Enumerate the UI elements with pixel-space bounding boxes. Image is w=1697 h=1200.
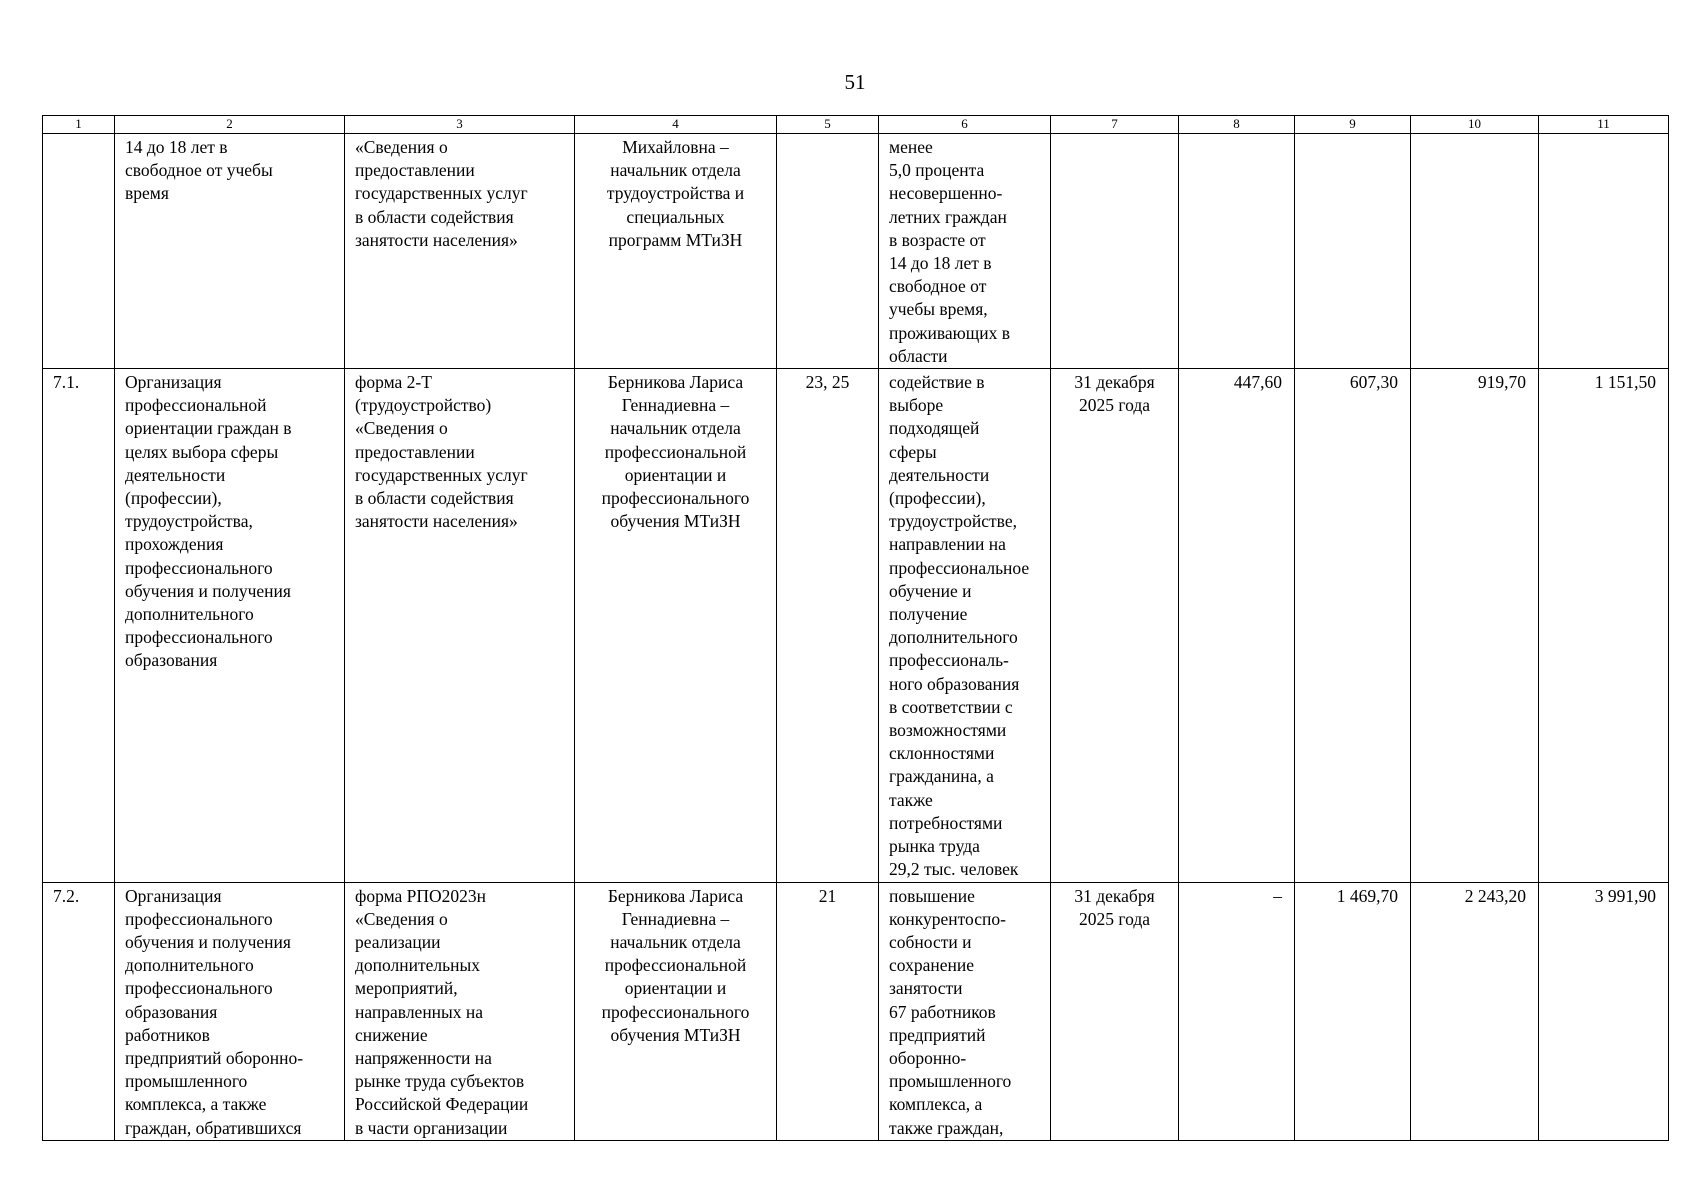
- text-line: профессиональной: [604, 441, 747, 462]
- cell-text: 7.2.: [53, 885, 80, 906]
- reporting-form-cell: [345, 882, 575, 1140]
- column-number: 10: [1411, 116, 1539, 134]
- text-line: возможностями: [889, 720, 1007, 741]
- text-line: повышение: [889, 885, 975, 906]
- text-line: направленных на: [355, 1001, 484, 1022]
- text-line: Геннадиевна –: [621, 908, 730, 929]
- text-line: профессиональ-: [889, 650, 1009, 671]
- text-line: обучение и: [889, 580, 972, 601]
- event-name-cell: [115, 134, 345, 369]
- text-line: свободное от учебы: [125, 160, 273, 181]
- column-number: 5: [777, 116, 879, 134]
- indicator-ref-cell: [777, 369, 879, 882]
- column-number: 4: [575, 116, 777, 134]
- text-line: профессиональной: [604, 955, 747, 976]
- text-line: сферы: [889, 441, 937, 462]
- text-line: проживающих в: [889, 322, 1010, 343]
- text-line: 2025 года: [1078, 908, 1151, 929]
- text-line: 14 до 18 лет в: [889, 253, 992, 274]
- text-line: (профессии),: [125, 488, 222, 509]
- text-line: деятельности: [889, 464, 990, 485]
- column-number: 1: [43, 116, 115, 134]
- page-number: 51: [844, 70, 866, 94]
- text-line: рынке труда субъектов: [355, 1071, 525, 1092]
- text-line: обучения МТиЗН: [610, 1024, 741, 1045]
- text-line: собности и: [889, 931, 972, 952]
- text-line: специальных: [626, 206, 725, 227]
- text-line: получение: [889, 604, 968, 625]
- text-line: прохождения: [125, 534, 224, 555]
- deadline-cell: [1051, 882, 1179, 1140]
- item-number: [43, 134, 115, 369]
- text-line: профессионального: [125, 557, 273, 578]
- table-row: [43, 882, 1669, 1140]
- text-line: начальник отдела: [610, 160, 741, 181]
- funding-cell: [1411, 882, 1539, 1140]
- text-line: образования: [125, 650, 218, 671]
- text-line: занятости населения»: [355, 511, 518, 532]
- text-line: мероприятий,: [355, 978, 458, 999]
- reporting-form-cell: [345, 134, 575, 369]
- text-line: предприятий: [889, 1024, 986, 1045]
- text-line: ного образования: [889, 673, 1020, 694]
- text-line: трудоустройства и: [606, 183, 745, 204]
- text-line: Организация: [125, 885, 222, 906]
- funding-cell: [1179, 882, 1295, 1140]
- text-line: трудоустройстве,: [889, 511, 1017, 532]
- text-line: конкурентоспо-: [889, 908, 1006, 929]
- text-line: предприятий оборонно-: [125, 1047, 304, 1068]
- text-line: 14 до 18 лет в: [125, 137, 228, 157]
- text-line: целях выбора сферы: [125, 441, 279, 462]
- text-line: реализации: [355, 931, 441, 952]
- text-line: снижение: [355, 1024, 428, 1045]
- item-number: [43, 882, 115, 1140]
- text-line: государственных услуг: [355, 183, 528, 204]
- cell-text: 7.1.: [53, 372, 80, 393]
- funding-cell: [1411, 369, 1539, 882]
- text-line: содействие в: [889, 372, 985, 393]
- funding-cell: [1539, 369, 1669, 882]
- text-line: также граждан,: [889, 1117, 1004, 1138]
- responsible-person-cell: [575, 882, 777, 1140]
- text-line: промышленного: [889, 1071, 1012, 1092]
- event-name-cell: [115, 882, 345, 1140]
- text-line: комплекса, а также: [125, 1094, 267, 1115]
- funding-cell: [1179, 134, 1295, 369]
- column-number: 8: [1179, 116, 1295, 134]
- cell-text: 1 469,70: [1336, 885, 1398, 906]
- text-line: выборе: [889, 395, 944, 416]
- text-line: в области содействия: [355, 488, 514, 509]
- text-line: направлении на: [889, 534, 1006, 555]
- text-line: 2025 года: [1078, 395, 1151, 416]
- text-line: занятости населения»: [355, 229, 518, 250]
- text-line: профессионального: [601, 488, 750, 509]
- text-line: время: [125, 183, 169, 204]
- text-line: также: [889, 789, 933, 810]
- text-line: напряженности на: [355, 1047, 492, 1068]
- text-line: форма 2-Т: [355, 372, 432, 393]
- text-line: дополнительных: [355, 955, 481, 976]
- text-line: Организация: [125, 372, 222, 393]
- column-number: 7: [1051, 116, 1179, 134]
- text-line: «Сведения о: [355, 137, 448, 157]
- text-line: граждан, обратившихся: [125, 1117, 302, 1138]
- responsible-person-cell: [575, 134, 777, 369]
- column-number-row: [43, 116, 1669, 134]
- text-line: Геннадиевна –: [621, 395, 730, 416]
- text-line: обучения и получения: [125, 580, 291, 601]
- text-line: (трудоустройство): [355, 395, 492, 416]
- text-line: ориентации и: [624, 464, 727, 485]
- text-line: промышленного: [125, 1071, 248, 1092]
- item-number: [43, 369, 115, 882]
- text-line: в области содействия: [355, 206, 514, 227]
- column-number: 9: [1295, 116, 1411, 134]
- text-line: 29,2 тыс. человек: [889, 859, 1019, 880]
- cell-text: 919,70: [1477, 372, 1526, 393]
- text-line: Берникова Лариса: [607, 885, 744, 906]
- text-line: Михайловна –: [622, 137, 729, 157]
- indicator-ref-cell: [777, 134, 879, 369]
- text-line: 5,0 процента: [889, 160, 985, 181]
- text-line: области: [889, 345, 948, 366]
- funding-cell: [1295, 369, 1411, 882]
- funding-cell: [1179, 369, 1295, 882]
- cell-text: 2 243,20: [1464, 885, 1526, 906]
- column-number: 3: [345, 116, 575, 134]
- text-line: «Сведения о: [355, 908, 448, 929]
- expected-result-cell: [879, 882, 1051, 1140]
- text-line: профессионального: [601, 1001, 750, 1022]
- text-line: подходящей: [889, 418, 980, 439]
- text-line: форма РПО2023н: [355, 885, 487, 906]
- funding-cell: [1411, 134, 1539, 369]
- funding-cell: [1295, 134, 1411, 369]
- text-line: профессионального: [125, 627, 273, 648]
- cell-text: 1 151,50: [1594, 372, 1656, 393]
- column-number: 11: [1539, 116, 1669, 134]
- funding-cell: [1295, 882, 1411, 1140]
- text-line: обучения и получения: [125, 931, 291, 952]
- text-line: 67 работников: [889, 1001, 996, 1022]
- text-line: работников: [125, 1024, 210, 1045]
- funding-cell: [1539, 134, 1669, 369]
- text-line: рынка труда: [889, 836, 980, 857]
- text-line: сохранение: [889, 955, 974, 976]
- text-line: в возрасте от: [889, 229, 986, 250]
- text-line: занятости: [889, 978, 963, 999]
- text-line: оборонно-: [889, 1047, 967, 1068]
- text-line: (профессии),: [889, 488, 986, 509]
- text-line: Берникова Лариса: [607, 372, 744, 393]
- text-line: потребностями: [889, 812, 1003, 833]
- event-name-cell: [115, 369, 345, 882]
- text-line: гражданина, а: [889, 766, 994, 787]
- deadline-cell: [1051, 369, 1179, 882]
- text-line: склонностями: [889, 743, 995, 764]
- text-line: образования: [125, 1001, 218, 1022]
- text-line: ориентации и: [624, 978, 727, 999]
- text-line: 31 декабря: [1074, 372, 1155, 393]
- text-line: летних граждан: [889, 206, 1007, 227]
- text-line: комплекса, а: [889, 1094, 983, 1115]
- text-line: профессиональное: [889, 557, 1030, 578]
- text-line: профессионального: [125, 908, 273, 929]
- text-line: трудоустройства,: [125, 511, 253, 532]
- text-line: менее: [889, 137, 933, 157]
- text-line: Российской Федерации: [355, 1094, 529, 1115]
- text-line: несовершенно-: [889, 183, 1003, 204]
- funding-cell: [1539, 882, 1669, 1140]
- text-line: начальник отдела: [610, 931, 741, 952]
- text-line: ориентации граждан в: [125, 418, 292, 439]
- text-line: профессионального: [125, 978, 273, 999]
- text-line: программ МТиЗН: [608, 229, 743, 250]
- text-line: дополнительного: [889, 627, 1018, 648]
- text-line: предоставлении: [355, 441, 475, 462]
- text-line: учебы время,: [889, 299, 988, 320]
- plan-table: [42, 115, 1669, 1141]
- cell-text: 21: [818, 885, 837, 906]
- column-number: 2: [115, 116, 345, 134]
- indicator-ref-cell: [777, 882, 879, 1140]
- expected-result-cell: [879, 369, 1051, 882]
- text-line: начальник отдела: [610, 418, 741, 439]
- text-line: свободное от: [889, 276, 987, 297]
- text-line: в части организации: [355, 1117, 508, 1138]
- text-line: обучения МТиЗН: [610, 511, 741, 532]
- column-number: 6: [879, 116, 1051, 134]
- responsible-person-cell: [575, 369, 777, 882]
- table-row: [43, 134, 1669, 369]
- text-line: деятельности: [125, 464, 226, 485]
- reporting-form-cell: [345, 369, 575, 882]
- cell-text: 607,30: [1349, 372, 1398, 393]
- text-line: в соответствии с: [889, 696, 1013, 717]
- cell-text: 447,60: [1233, 372, 1282, 393]
- text-line: 31 декабря: [1074, 885, 1155, 906]
- table-row: [43, 369, 1669, 882]
- text-line: государственных услуг: [355, 464, 528, 485]
- cell-text: 23, 25: [805, 372, 850, 393]
- text-line: «Сведения о: [355, 418, 448, 439]
- text-line: предоставлении: [355, 160, 475, 181]
- cell-text: –: [1273, 885, 1282, 906]
- cell-text: 3 991,90: [1594, 885, 1656, 906]
- deadline-cell: [1051, 134, 1179, 369]
- text-line: дополнительного: [125, 604, 254, 625]
- text-line: профессиональной: [125, 395, 267, 416]
- text-line: дополнительного: [125, 955, 254, 976]
- expected-result-cell: [879, 134, 1051, 369]
